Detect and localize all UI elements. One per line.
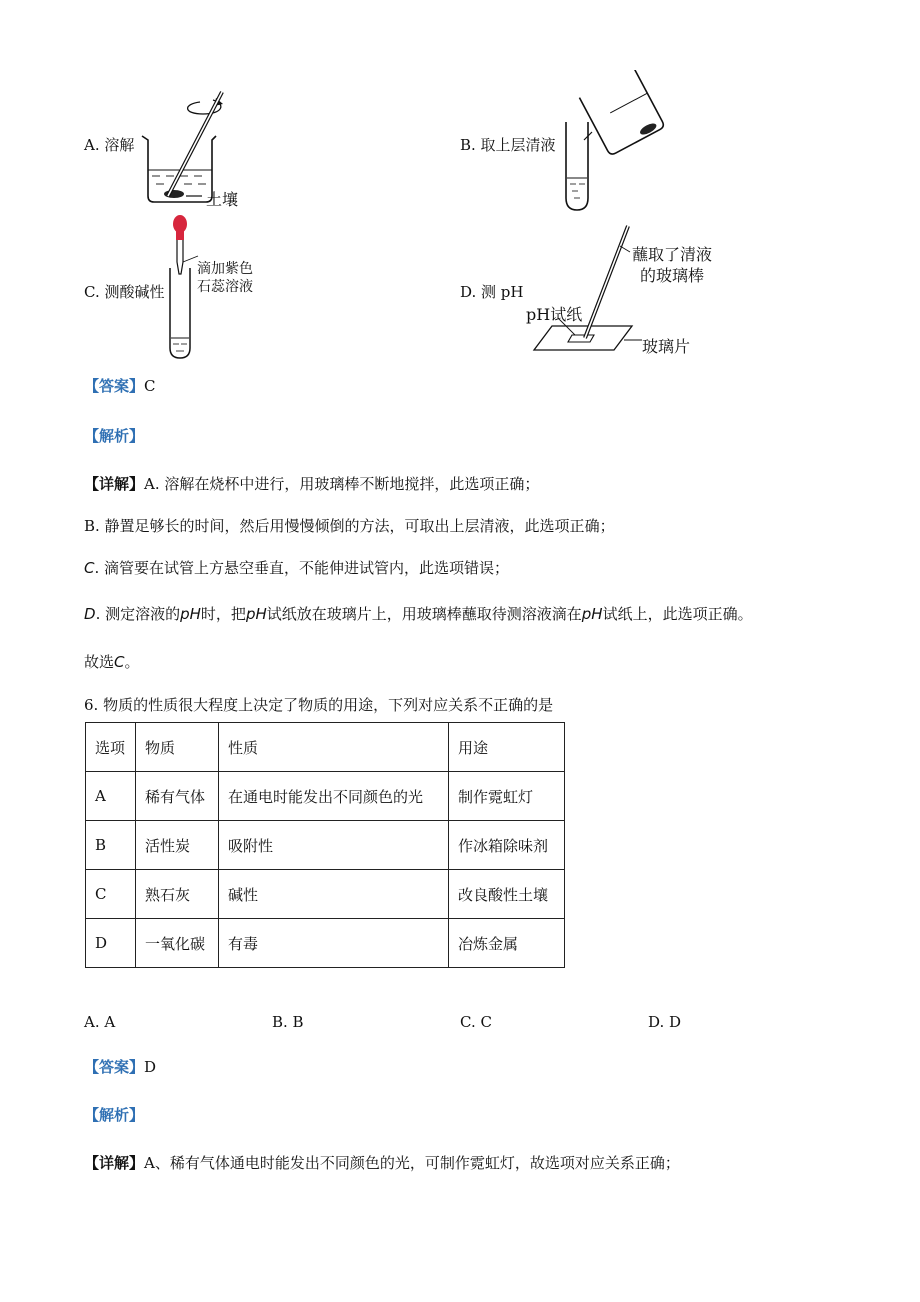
q5-detail-line-b: B. 静置足够长的时间，然后用慢慢倾倒的方法，可取出上层清液，此选项正确； [84,517,615,535]
litmus-annotation-line1: 滴加紫色 [197,261,253,277]
glass-plate-label: 玻璃片 [642,337,691,356]
choice-b: B. B [272,1013,304,1031]
q5-detail-line-d [84,603,753,624]
conclusion-letter: C [114,653,125,671]
pouring-figure [550,70,670,215]
table-cell: D [86,919,136,968]
table-cell: 熟石灰 [136,870,219,919]
table-cell: 碱性 [219,870,449,919]
q6-analysis-tag: 【解析】 [84,1106,145,1124]
header-cell: 用途 [449,723,565,772]
soil-annotation: 土壤 [206,190,239,209]
table-cell: 改良酸性土壤 [449,870,565,919]
answer-tag: 【答案】 [84,377,145,395]
table-cell: 活性炭 [136,821,219,870]
answer-value: C [144,377,156,395]
q5-conclusion [84,651,140,672]
table-row [86,772,565,821]
q6-answer [84,1056,156,1077]
table-cell: 冶炼金属 [449,919,565,968]
rod-annotation-line2: 的玻璃棒 [640,266,705,285]
detail-text: A、稀有气体通电时能发出不同颜色的光，可制作霓虹灯，故选项对应关系正确； [144,1154,680,1172]
table-row [86,870,565,919]
line-d-text-3: 试纸放在玻璃片上，用玻璃棒蘸取待测溶液滴在 [266,605,582,623]
conclusion-prefix: 故选 [84,653,115,671]
table-cell: 有毒 [219,919,449,968]
option-c-label: C. 测酸碱性 [84,283,165,301]
q5-detail-line-a [84,473,539,494]
table-cell: 稀有气体 [136,772,219,821]
answer-tag: 【答案】 [84,1058,145,1076]
header-cell: 选项 [86,723,136,772]
detail-tag: 【详解】 [84,1154,145,1172]
detail-tag: 【详解】 [84,475,145,493]
q6-detail-line [84,1152,680,1173]
table-cell: C [86,870,136,919]
ph-term-2: pH [245,605,267,623]
detail-text: A. 溶解在烧杯中进行，用玻璃棒不断地搅拌，此选项正确； [144,475,540,493]
ph-paper-label: pH试纸 [526,305,583,324]
choice-c: C. C [460,1013,492,1031]
letter-c: C [84,559,95,577]
table-cell: 吸附性 [219,821,449,870]
conclusion-suffix: 。 [124,653,140,671]
answer-value: D [144,1058,157,1076]
litmus-annotation-line2: 石蕊溶液 [197,279,253,295]
header-cell: 性质 [219,723,449,772]
beaker-stirring-figure [128,84,258,214]
option-b-label: B. 取上层清液 [460,136,556,154]
header-cell: 物质 [136,723,219,772]
line-d-text-4: 试纸上，此选项正确。 [602,605,753,623]
ph-term-1: pH [180,605,201,623]
q6-stem: 6. 物质的性质很大程度上决定了物质的用途，下列对应关系不正确的是 [84,696,554,714]
q5-analysis-tag: 【解析】 [84,427,145,445]
table-cell: 制作霓虹灯 [449,772,565,821]
table-header-row [86,723,565,772]
table-cell: 一氧化碳 [136,919,219,968]
rod-annotation-line1: 蘸取了清液 [632,245,713,264]
q5-detail-line-c [84,557,509,578]
letter-d: D [84,605,96,623]
table-cell: B [86,821,136,870]
ph-term-3: pH [581,605,603,623]
table-cell: 作冰箱除味剂 [449,821,565,870]
line-d-text-2: 时，把 [200,605,246,623]
table-row [86,821,565,870]
q5-answer [84,375,156,396]
option-d-label: D. 测 pH [460,283,524,301]
choice-a: A. A [84,1013,116,1031]
line-d-text-1: . 测定溶液的 [95,605,181,623]
choice-d: D. D [648,1013,682,1031]
dropper-test-tube-figure [160,212,200,362]
table-cell: 在通电时能发出不同颜色的光 [219,772,449,821]
q6-property-table [85,722,565,968]
option-a-label: A. 溶解 [84,136,135,154]
table-row [86,919,565,968]
line-c-text: . 滴管要在试管上方悬空垂直，不能伸进试管内，此选项错误； [94,559,510,577]
table-cell: A [86,772,136,821]
